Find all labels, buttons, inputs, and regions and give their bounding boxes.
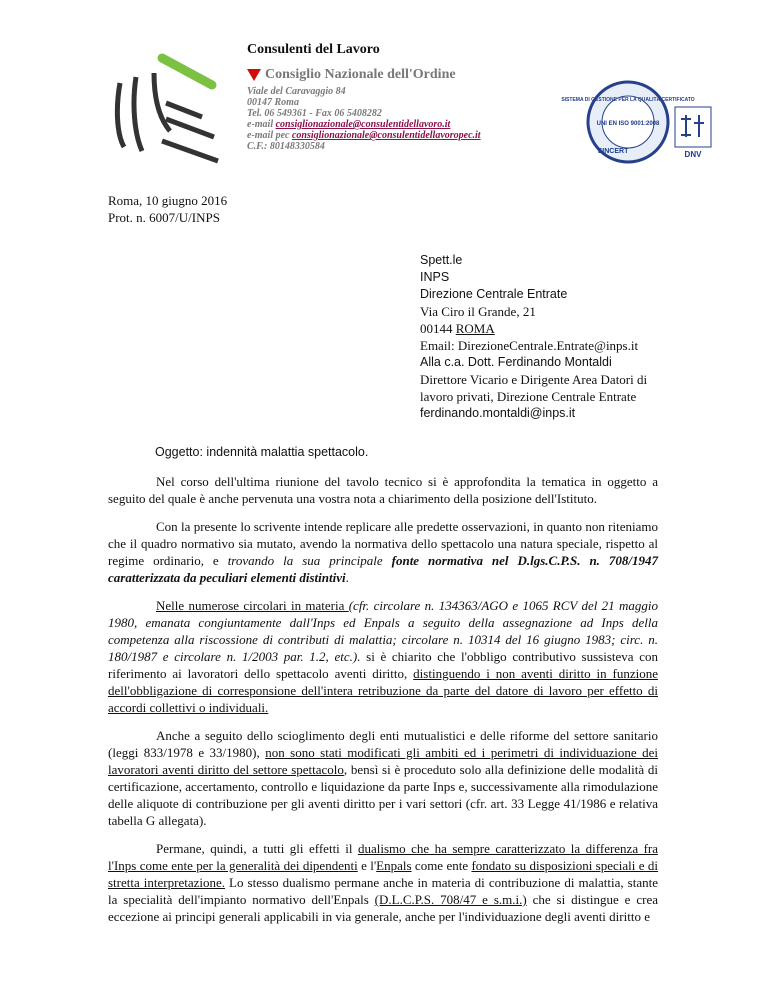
letter-subject: Oggetto: indennità malattia spettacolo. bbox=[155, 445, 369, 459]
cert-ring-text: SISTEMA DI GESTIONE PER LA QUALITÀ CERTIFICATO bbox=[561, 97, 695, 103]
p4-text-b: non sono stati modificati gli ambiti ed i perimetri di individuazione dei lavoratori aventi diritto del settore spettacolo bbox=[108, 745, 658, 777]
org-title: Consulenti del Lavoro bbox=[247, 42, 380, 57]
p5-text-a: Permane, quindi, a tutti gli effetti il bbox=[156, 841, 358, 856]
certification-badge bbox=[561, 75, 723, 165]
recipient-role-2: lavoro privati, Direzione Centrale Entrate bbox=[420, 389, 637, 404]
p5-text-d: l'Inps come ente per la generalità dei dipendenti bbox=[108, 858, 358, 873]
p2-text-a: Con la presente lo scrivente intende replicare alle predette osservazioni, in quanto non riteniamo che il quadro normativo sia mutato, avendo la normativa dello spettacolo una natura speciale, rispetto al regime ordinario, e bbox=[108, 519, 658, 568]
recipient-inps: INPS bbox=[420, 270, 450, 284]
header-email-line bbox=[247, 119, 481, 130]
letter-date: Roma, 10 giugno 2016 bbox=[108, 193, 228, 208]
p3-text-d: distinguendo i non aventi diritto in funzione dell'obbligazione di corresponsione dell'intera retribuzione da parte del datore di lavoro per effetto di accordi collettivi o individuali. bbox=[108, 666, 658, 715]
p5-text-j: (D.L.C.P.S. 708/47 e s.m.i.) bbox=[374, 892, 527, 907]
paragraph-1: Nel corso dell'ultima riunione del tavolo tecnico si è approfondita la tematica in oggetto a seguito del quale è anche pervenuta una vostra nota a chiarimento della posizione dell'Istituto. bbox=[108, 474, 658, 506]
p2-text-c: fonte normativa nel D.lgs.C.P.S. n. 708/1947 caratterizzata da peculiari elementi distintivi bbox=[108, 553, 659, 585]
recipient-direzione: Direzione Centrale Entrate bbox=[420, 287, 568, 301]
cert-dnv: DNV bbox=[684, 150, 702, 159]
p5-text-f: Enpals bbox=[376, 858, 412, 873]
recipient-personal-email: ferdinando.montaldi@inps.it bbox=[420, 406, 576, 420]
council-title bbox=[247, 67, 456, 83]
recipient-block bbox=[420, 252, 647, 422]
p5-text-h: fondato su disposizioni speciali e di stretta interpretazione. bbox=[108, 858, 658, 890]
email-link[interactable]: consiglionazionale@consulentidellavoro.it bbox=[275, 119, 451, 130]
council-name: Consiglio Nazionale dell'Ordine bbox=[265, 67, 456, 82]
p5-text-b: dualismo che ha sempre caratterizzato la differenza fra bbox=[357, 841, 658, 856]
cert-sincert: SINCERT bbox=[597, 148, 629, 155]
header-tel: Tel. 06 549361 - Fax 06 5408282 bbox=[247, 108, 382, 119]
p4-text-a: Anche a seguito dello scioglimento degli enti mutualistici e delle riforme del settore sanitario (leggi 833/1978 e 33/1980), bbox=[108, 728, 658, 760]
p3-text-b: (cfr. circolare n. 134363/AGO e 1065 RCV del 21 maggio 1980, emanata congiuntamente dall'Inps ed Enpals a seguito della assegnazione ad Inps della competenza alla riscossione di contributi di malattia; circolare n. 10314 del 16 giugno 1983; circ. n. 180/1987 e circolare n. 1/2003 par. 1.2, etc.). bbox=[108, 598, 658, 664]
pec-label: e-mail pec bbox=[247, 130, 290, 141]
p2-text-d: . bbox=[345, 570, 349, 585]
paragraph-4 bbox=[108, 727, 658, 829]
recipient-spett: Spett.le bbox=[420, 253, 463, 267]
p5-text-k: che si distingue e crea eccezione ai principi generali applicabili in via generale, anche per l'individuazione degli aventi diritto e bbox=[108, 892, 658, 924]
pec-link[interactable]: consiglionazionale@consulentidellavoropec.it bbox=[291, 130, 481, 141]
header-cap: 00147 Roma bbox=[247, 97, 299, 108]
header-pec-line bbox=[247, 130, 481, 141]
red-triangle-icon bbox=[247, 69, 261, 81]
email-label: e-mail bbox=[247, 119, 274, 130]
p4-text-c: , bensì si è proceduto solo alla definizione delle modalità di certificazione, accertamento, controllo e liquidazione da parte Inps e, successivamente alla rimodulazione delle aliquote di contribuzione per gli aventi diritto per i vari settori (cfr. art. 33 Legge 41/1986 e relativa tabella G allegata). bbox=[108, 762, 659, 828]
paragraph-2 bbox=[108, 518, 658, 586]
recipient-street: Via Ciro il Grande, 21 bbox=[420, 304, 536, 319]
recipient-role-1: Direttore Vicario e Dirigente Area Datori di bbox=[420, 372, 648, 387]
recipient-email: Email: DirezioneCentrale.Entrate@inps.it bbox=[420, 338, 639, 353]
p5-text-i: Lo stesso dualismo permane anche in materia di contribuzione di malattia, stante la specialità dell'impianto normativo dell'Enpals bbox=[108, 875, 658, 907]
recipient-city: ROMA bbox=[455, 321, 495, 336]
header-contacts bbox=[247, 86, 481, 152]
paragraph-5 bbox=[108, 840, 658, 925]
header-cf: C.F.: 80148330584 bbox=[247, 141, 325, 152]
p5-text-g: come ente bbox=[411, 858, 472, 873]
cert-norm: UNI EN ISO 9001:2008 bbox=[596, 121, 660, 127]
p3-text-a: Nelle numerose circolari in materia bbox=[156, 598, 349, 613]
date-block bbox=[108, 192, 227, 226]
header-address: Viale del Caravaggio 84 bbox=[247, 86, 346, 97]
p5-text-e: e l' bbox=[357, 858, 377, 873]
recipient-cap: 00144 bbox=[420, 321, 453, 336]
p2-text-b: trovando la sua principale bbox=[227, 553, 392, 568]
recipient-city-line bbox=[420, 320, 647, 337]
letter-body bbox=[108, 473, 658, 936]
p3-text-c: si è chiarito che l'obbligo contributivo sussisteva con riferimento ai lavoratori dello spettacolo aventi diritto, bbox=[108, 649, 658, 681]
paragraph-3 bbox=[108, 597, 658, 716]
consulenti-logo bbox=[110, 55, 230, 165]
recipient-att: Alla c.a. Dott. Ferdinando Montaldi bbox=[420, 355, 612, 369]
letter-prot: Prot. n. 6007/U/INPS bbox=[108, 210, 220, 225]
